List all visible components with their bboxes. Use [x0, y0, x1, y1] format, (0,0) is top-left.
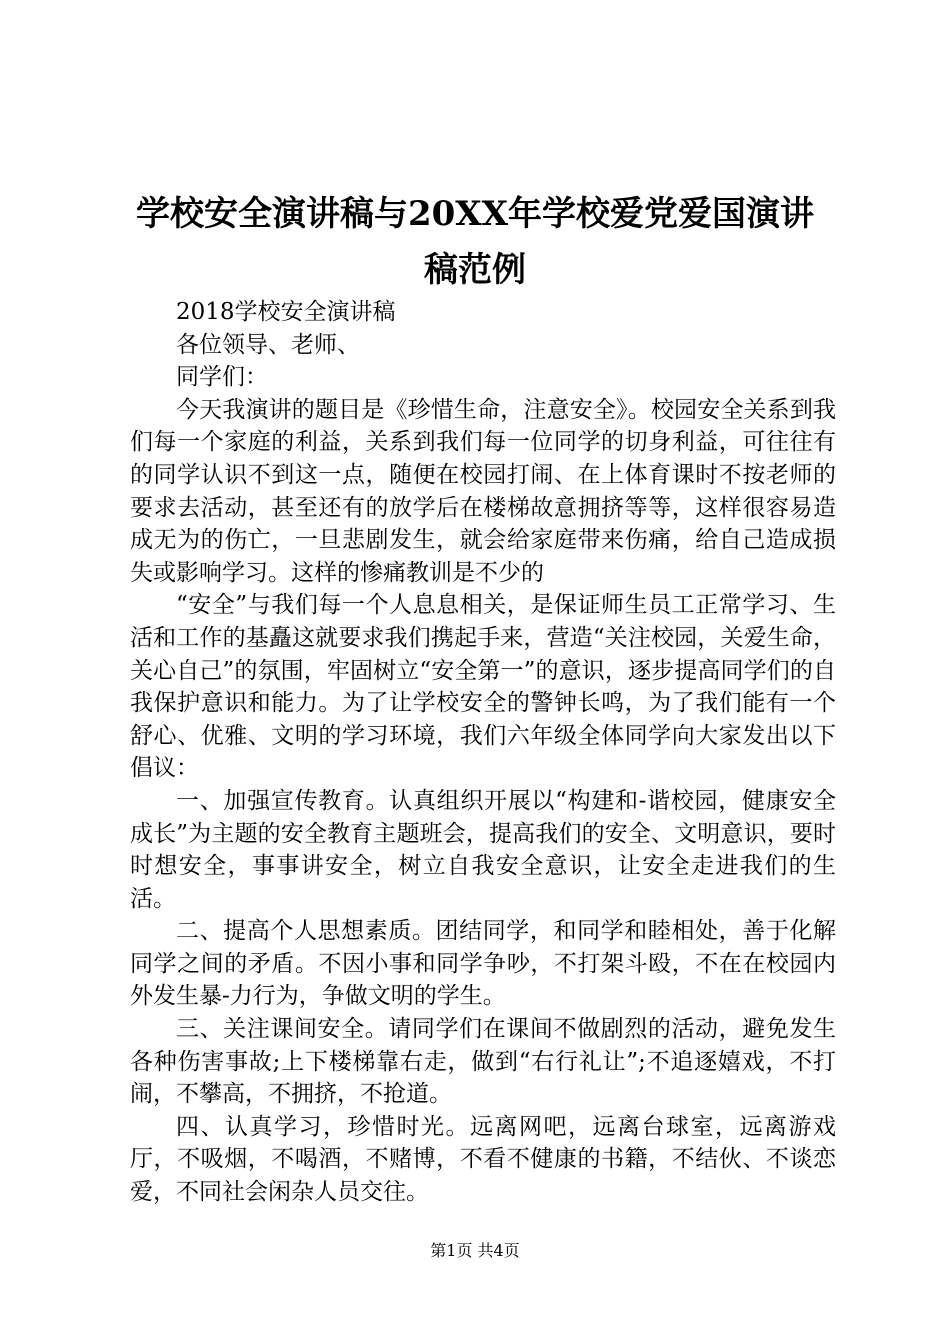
paragraph: 四、认真学习，珍惜时光。远离网吧，远离台球室，远离游戏厅，不吸烟，不喝酒，不赌博，不看不健康的书籍，不结伙、不谈恋爱，不同社会闲杂人员交往。: [130, 1113, 836, 1206]
paragraph: 三、关注课间安全。请同学们在课间不做剧烈的活动，避免发生各种伤害事故;上下楼梯靠右走，做到“右行礼让”;不追逐嬉戏，不打闹，不攀高，不拥挤，不抢道。: [130, 1016, 836, 1108]
paragraph: “安全”与我们每一个人息息相关，是保证师生员工正常学习、生活和工作的基矗这就要求我们携起手来，营造“关注校园，关爱生命，关心自己”的氛围，牢固树立“安全第一”的意识，逐步提高同学们的自我保护意识和能力。为了让学校安全的警钟长鸣，为了我们能有一个舒心、优雅、文明的学习环境，我们六年级全体同学向大家发出以下倡议：: [130, 592, 836, 782]
paragraph: 一、加强宣传教育。认真组织开展以“构建和-谐校园，健康安全成长”为主题的安全教育主题班会，提高我们的安全、文明意识，要时时想安全，事事讲安全，树立自我安全意识，让安全走进我们的生活。: [130, 787, 836, 912]
paragraph: 今天我演讲的题目是《珍惜生命，注意安全》。校园安全关系到我们每一个家庭的利益，关系到我们每一位同学的切身利益，可往往有的同学认识不到这一点，随便在校园打闹、在上体育课时不按老师的要求去活动，甚至还有的放学后在楼梯故意拥挤等等，这样很容易造成无为的伤亡，一旦悲剧发生，就会给家庭带来伤痛，给自己造成损失或影响学习。这样的惨痛教训是不少的: [130, 396, 836, 586]
document-title: 学校安全演讲稿与20XX年学校爱党爱国演讲稿范例: [135, 194, 815, 290]
page-footer: 第1页 共4页: [430, 1241, 520, 1260]
paragraph: 二、提高个人思想素质。团结同学，和同学和睦相处，善于化解同学之间的矛盾。不因小事和同学争吵，不打架斗殴，不在在校园内外发生暴-力行为，争做文明的学生。: [130, 918, 836, 1010]
paragraph-salutation-continued: 同学们：: [176, 364, 268, 391]
paragraph-heading: 2018学校安全演讲稿: [176, 299, 396, 325]
document-body: [130, 296, 836, 1209]
paragraph-salutation: 各位领导、老师、: [176, 331, 360, 358]
